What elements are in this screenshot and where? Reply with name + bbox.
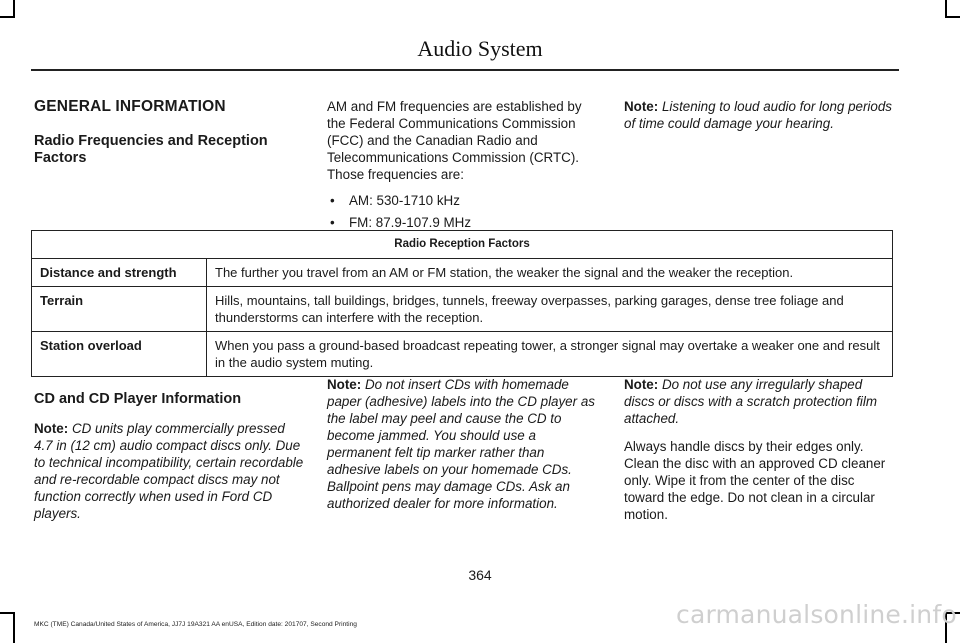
- note-label: Note:: [34, 421, 69, 436]
- watermark: carmanualsonline.info: [676, 600, 957, 629]
- cd-col-3: [624, 376, 896, 523]
- table-title: Radio Reception Factors: [32, 231, 893, 259]
- list-item: [327, 214, 599, 231]
- crop-mark-bottom-left-v: [13, 612, 15, 643]
- header-rule: [31, 69, 899, 71]
- section-heading-general: GENERAL INFORMATION: [34, 98, 226, 115]
- general-col-2: [327, 98, 599, 236]
- cd-note-1: [34, 420, 306, 522]
- disc-handling-paragraph: Always handle discs by their edges only. Clean the disc with an approved CD cleaner only. Wipe it from the center of the disc toward the edge. Do not clean in a circular motion.: [624, 439, 886, 522]
- table-cell-label: Station overload: [32, 332, 207, 377]
- table-cell-label: Distance and strength: [32, 259, 207, 287]
- subheading-cd-player: CD and CD Player Information: [34, 391, 242, 407]
- note-label: Note:: [327, 377, 362, 392]
- note-text: Do not use any irregularly shaped discs or discs with a scratch protection film attached.: [624, 377, 878, 426]
- note-text: Listening to loud audio for long periods of time could damage your hearing.: [624, 99, 892, 131]
- cd-note-2: [327, 376, 599, 512]
- table-row: [32, 332, 893, 377]
- table-row: [32, 259, 893, 287]
- table-cell-text: The further you travel from an AM or FM station, the weaker the signal and the weaker the reception.: [207, 259, 893, 287]
- frequencies-paragraph: AM and FM frequencies are established by the Federal Communications Commission (FCC) and the Canadian Radio and Telecommunications Commission (CRTC). Those frequencies are:: [327, 99, 582, 182]
- note-label: Note:: [624, 377, 659, 392]
- radio-reception-table: [31, 230, 893, 377]
- cd-note-3: [624, 376, 896, 427]
- page-header-title: Audio System: [417, 36, 543, 61]
- cd-col-1: [34, 391, 306, 522]
- note-label: Note:: [624, 99, 659, 114]
- crop-mark-top-left-h: [0, 16, 15, 18]
- list-item-text: FM: 87.9-107.9 MHz: [349, 215, 472, 230]
- general-col-3: [624, 98, 896, 132]
- subheading-radio-frequencies: Radio Frequencies and Reception Factors: [34, 133, 268, 166]
- list-item: [327, 192, 599, 209]
- table-row: [32, 287, 893, 332]
- general-col-1: [34, 98, 294, 167]
- table-cell-text: When you pass a ground-based broadcast repeating tower, a stronger signal may overtake a weaker one and result in the audio system muting.: [207, 332, 893, 377]
- note-text: CD units play commercially pressed 4.7 in (12 cm) audio compact discs only. Due to technical incompatibility, certain recordable and re-recordable compact discs may not function correctly when used in Ford CD players.: [34, 421, 304, 521]
- frequency-list: [327, 192, 599, 231]
- footer-text: MKC (TME) Canada/United States of America, JJ7J 19A321 AA enUSA, Edition date: 201707, Second Printing: [34, 621, 357, 628]
- list-item-text: AM: 530-1710 kHz: [349, 193, 460, 208]
- table-cell-label: Terrain: [32, 287, 207, 332]
- page-number: 364: [468, 567, 492, 583]
- hearing-note: [624, 98, 896, 132]
- crop-mark-top-right-h: [945, 16, 960, 18]
- crop-mark-bottom-left-h: [0, 612, 15, 614]
- table-cell-text: Hills, mountains, tall buildings, bridges, tunnels, freeway overpasses, parking garages, dense tree foliage and thunderstorms can interfere with the reception.: [207, 287, 893, 332]
- note-text: Do not insert CDs with homemade paper (adhesive) labels into the CD player as the label may peel and cause the CD to become jammed. You should use a permanent felt tip marker rather than adhesive labels on your homemade CDs. Ballpoint pens may damage CDs. Ask an authorized dealer for more information.: [327, 377, 595, 511]
- cd-col-2: [327, 376, 599, 512]
- bullet-icon: •: [330, 215, 335, 230]
- bullet-icon: •: [330, 193, 335, 208]
